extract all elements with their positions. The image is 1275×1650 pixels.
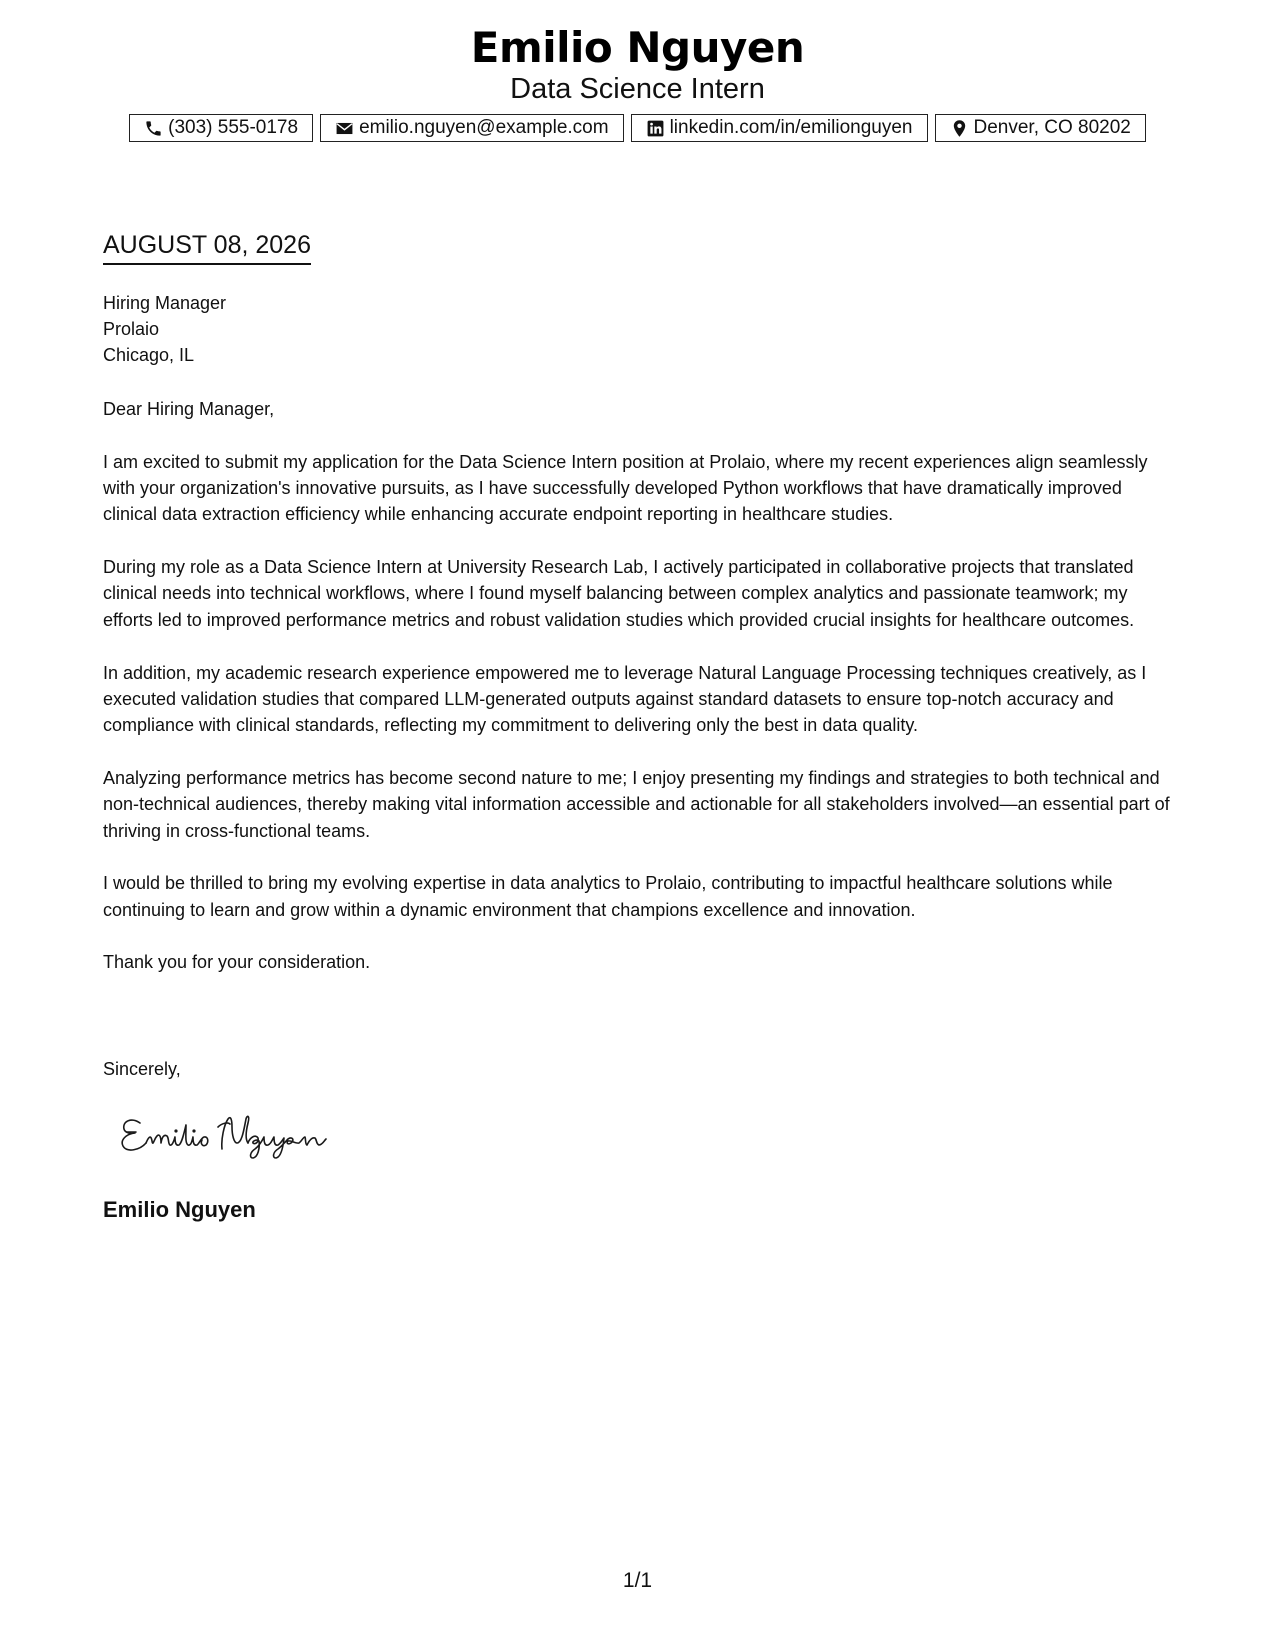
map-pin-icon bbox=[950, 119, 969, 138]
phone-text: (303) 555-0178 bbox=[168, 117, 299, 138]
letter-header bbox=[0, 22, 1275, 106]
applicant-name: Emilio Nguyen bbox=[470, 23, 805, 72]
page-number: 1/1 bbox=[622, 1569, 653, 1592]
signed-name: Emilio Nguyen bbox=[103, 1197, 256, 1222]
linkedin-icon bbox=[646, 119, 665, 138]
handwritten-signature bbox=[118, 1103, 348, 1161]
body-paragraph: In addition, my academic research experience empowered me to leverage Natural Language Processing techniques creatively, as I executed validation studies that compared LLM-generated outputs against standard datasets to ensure top-notch accuracy and compliance with clinical standards, reflecting my commitment to delivering only the best in data quality. bbox=[103, 662, 1147, 736]
body-paragraph: I would be thrilled to bring my evolving expertise in data analytics to Prolaio, contributing to impactful healthcare solutions while continuing to learn and grow within a dynamic environment that champions excellence and innovation. bbox=[103, 873, 1113, 920]
envelope-icon bbox=[335, 119, 354, 138]
contact-location[interactable] bbox=[935, 114, 1146, 142]
closing: Sincerely, bbox=[103, 1059, 181, 1079]
contact-bar bbox=[0, 114, 1275, 142]
location-text: Denver, CO 80202 bbox=[973, 117, 1131, 138]
contact-phone[interactable] bbox=[129, 114, 313, 142]
contact-email[interactable] bbox=[320, 114, 624, 142]
recipient-location: Chicago, IL bbox=[103, 345, 195, 365]
salutation: Dear Hiring Manager, bbox=[103, 399, 275, 419]
contact-linkedin[interactable] bbox=[631, 114, 928, 142]
letter-date: AUGUST 08, 2026 bbox=[103, 230, 311, 265]
body-paragraph: During my role as a Data Science Intern at University Research Lab, I actively participated in collaborative projects that translated clinical needs into technical workflows, where I found myself balancing between complex analytics and passionate teamwork; my efforts led to improved performance metrics and robust validation studies which provided crucial insights for healthcare outcomes. bbox=[103, 557, 1135, 630]
applicant-title: Data Science Intern bbox=[510, 73, 765, 105]
linkedin-text: linkedin.com/in/emilionguyen bbox=[669, 117, 913, 138]
recipient-name: Hiring Manager bbox=[103, 293, 227, 313]
phone-icon bbox=[144, 119, 163, 138]
body-paragraph: Analyzing performance metrics has become second nature to me; I enjoy presenting my findings and strategies to both technical and non-technical audiences, thereby making vital information accessible and actionable for all stakeholders involved—an essential part of thriving in cross-functional teams. bbox=[103, 767, 1170, 841]
thank-you-line: Thank you for your consideration. bbox=[103, 952, 371, 973]
recipient-company: Prolaio bbox=[103, 319, 160, 339]
letter-body bbox=[103, 396, 1178, 1002]
recipient-block bbox=[103, 290, 226, 368]
email-text: emilio.nguyen@example.com bbox=[359, 117, 609, 138]
body-paragraph: I am excited to submit my application for the Data Science Intern position at Prolaio, where my recent experiences align seamlessly with your organization's innovative pursuits, as I have successfully developed Python workflows that have dramatically improved clinical data extraction efficiency while enhancing accurate endpoint reporting in healthcare studies. bbox=[103, 451, 1148, 525]
